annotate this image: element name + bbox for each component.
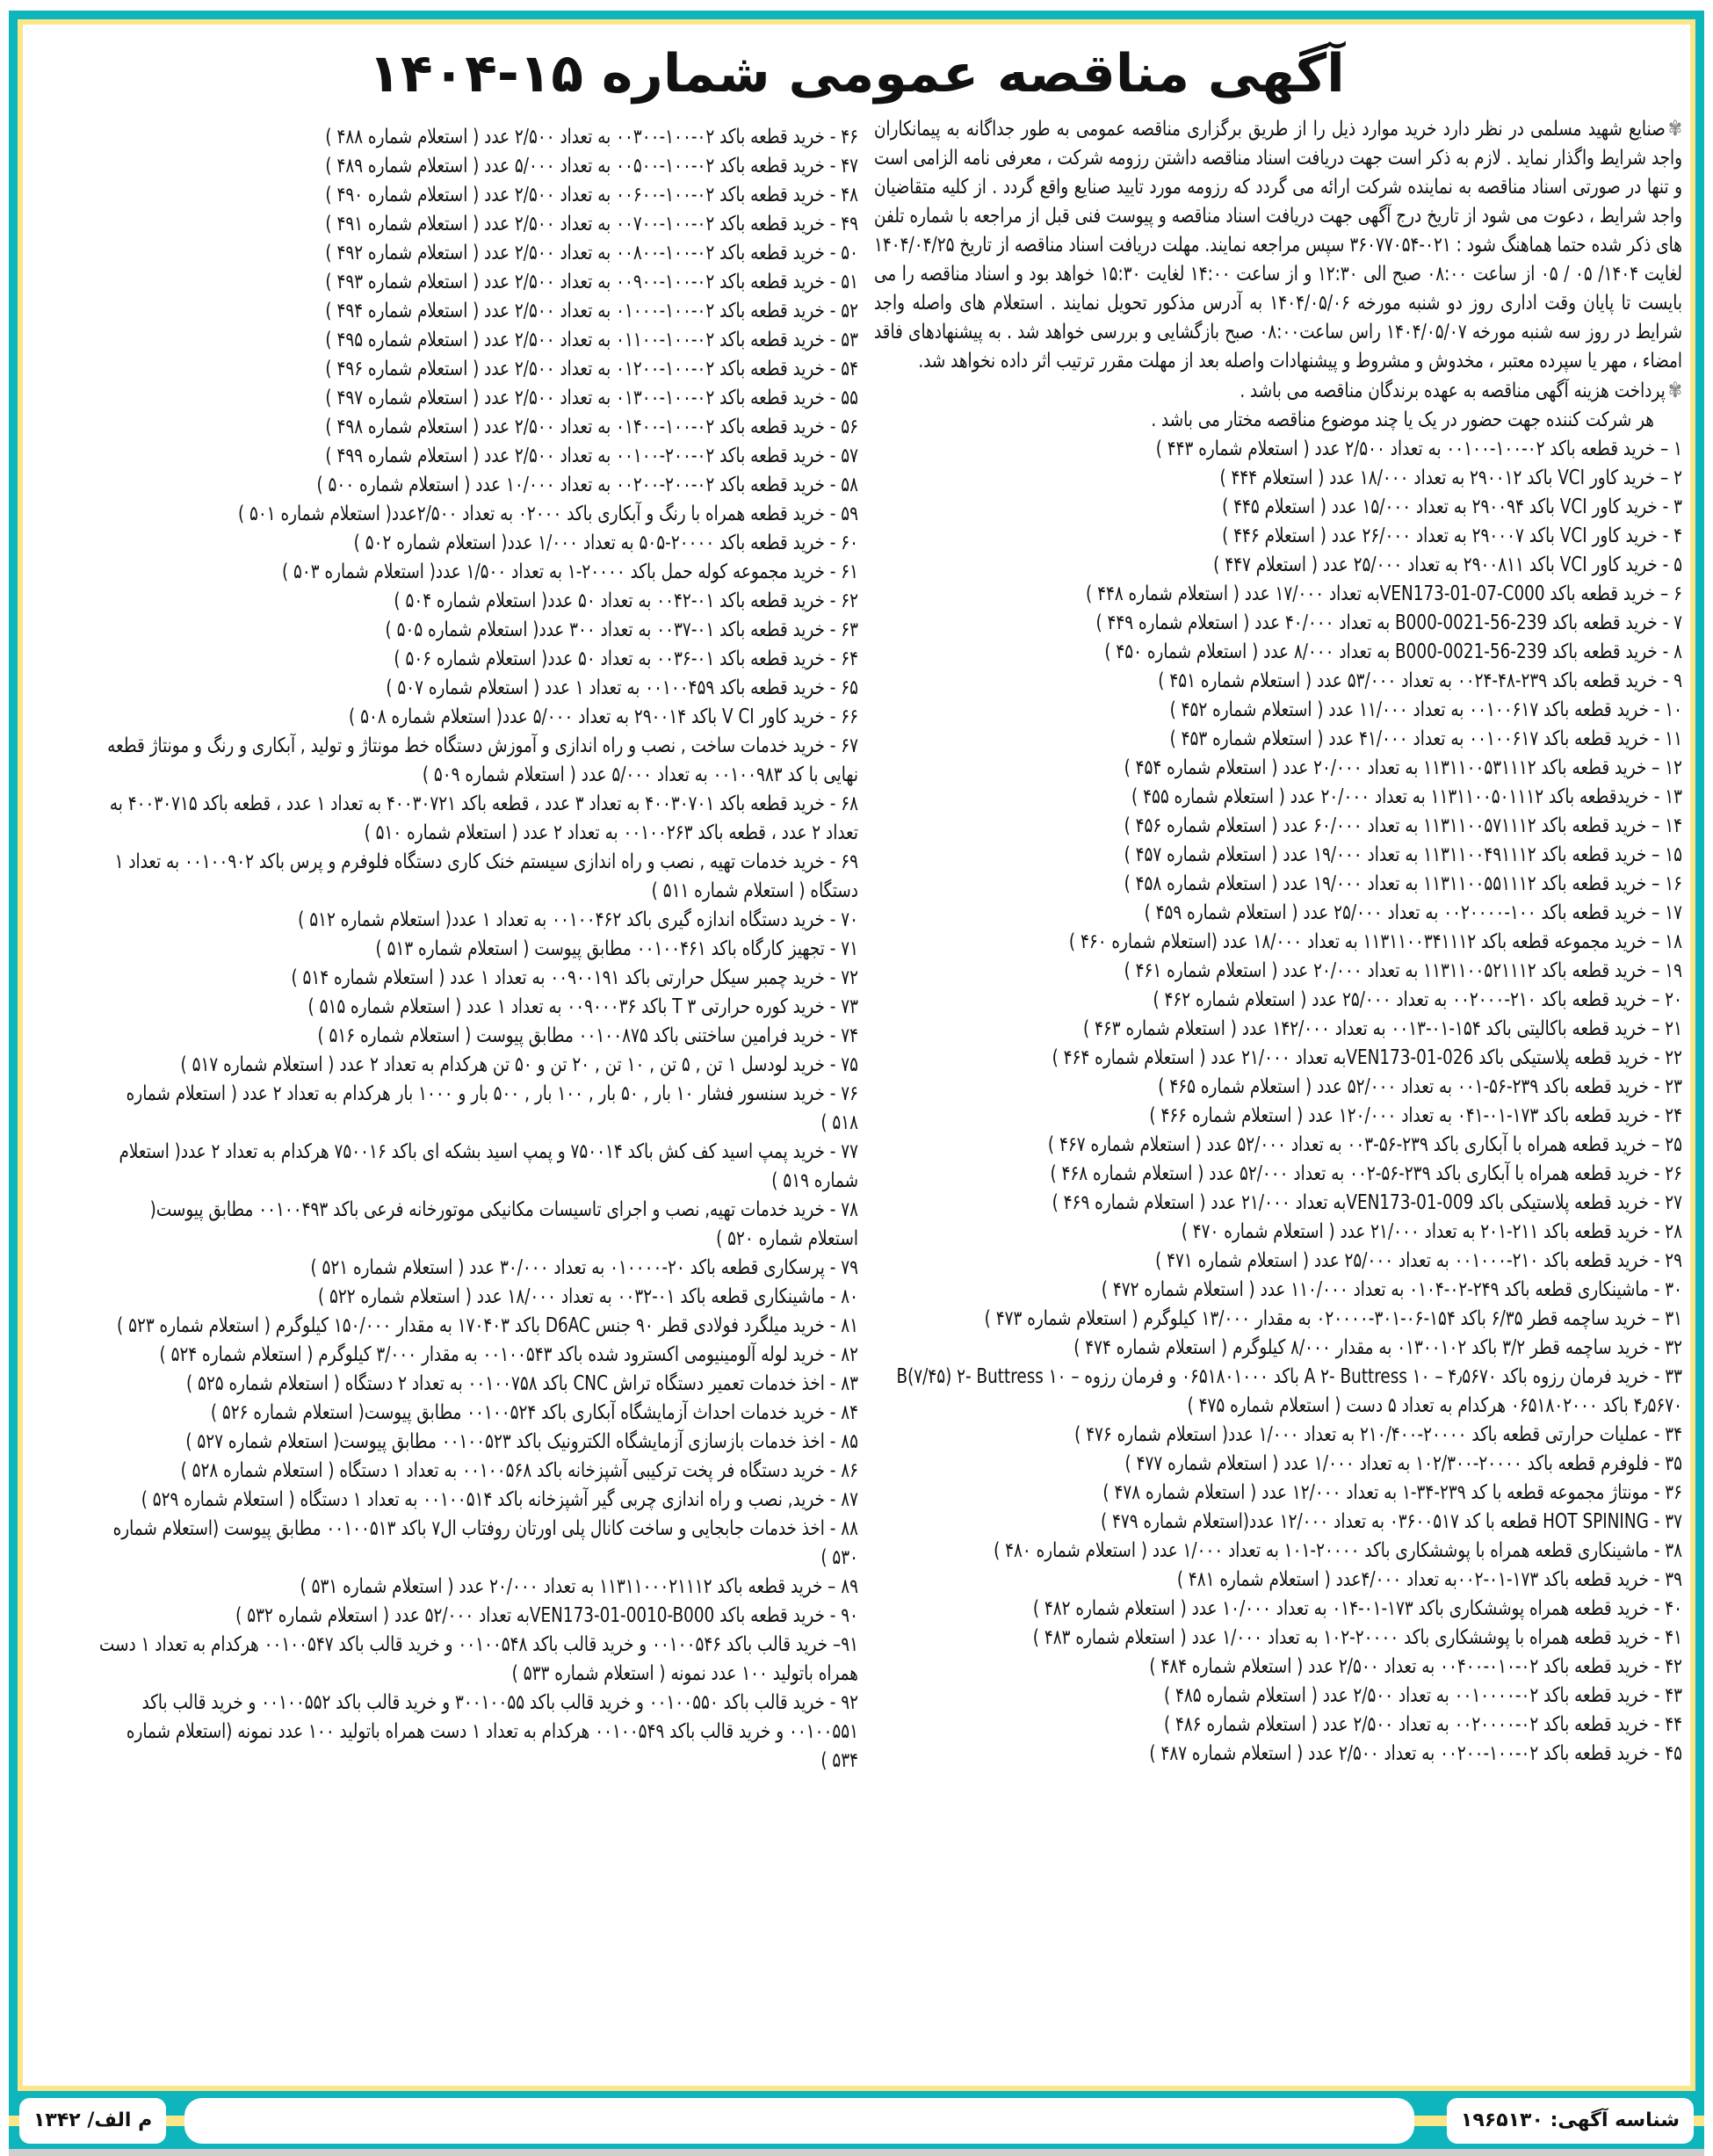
tender-item: ۵۱ - خرید قطعه باکد ۰۲-۱۰۰-۰۰۹۰۰ به تعداد ۲/۵۰۰ عدد ( استعلام شماره ۴۹۳ ) (325, 271, 858, 293)
tender-item: ۶۵ - خرید قطعه باکد ۰۰۱۰۰۴۵۹ به تعداد ۱ عدد ( استعلام شماره ۵۰۷ ) (386, 676, 858, 699)
tender-item: ۲۸ - خرید قطعه باکد ۲۱۱-۲۰۱ به تعداد ۲۱/۰۰۰ عدد ( استعلام شماره ۴۷۰ ) (1181, 1220, 1682, 1243)
tender-item: ۲۹ - خرید قطعه باکد ۲۱۰-۰۰۱۰۰۰ به تعداد ۲۵/۰۰۰ عدد ( استعلام شماره ۴۷۱ ) (1155, 1249, 1682, 1272)
tender-item: ۷۸ - خرید خدمات تهیه, نصب و اجرای تاسیسات مکانیکی موتورخانه فرعی باکد ۰۰۱۰۰۴۹۳ مطابق پیوست( استعلام شماره ۵۲۰ ) (149, 1198, 858, 1250)
tender-item: ۴۷ - خرید قطعه باکد ۰۲-۱۰۰-۰۰۵۰۰ به تعداد ۵/۰۰۰ عدد ( استعلام شماره ۴۸۹ ) (325, 155, 858, 177)
tender-item: ۶۹ - خرید خدمات تهیه , نصب و راه اندازی سیستم خنک کاری دستگاه فلوفرم و پرس باکد ۰۰۱۰۰۹۰۲ به تعداد ۱ دستگاه ( استعلام شماره ۵۱۱ ) (114, 850, 858, 902)
tender-item: ۶۴ - خرید قطعه باکد ۰۱-۰۰۳۶ به تعداد ۵۰ عدد( استعلام شماره ۵۰۶ ) (394, 648, 858, 670)
footer-middle-panel (184, 2098, 1414, 2144)
tender-item: ۳۷ - HOT SPINING قطعه با کد ۰۳۶۰۰۵۱۷ به تعداد ۱۲/۰۰۰ عدد(استعلام شماره ۴۷۹ ) (1100, 1510, 1682, 1533)
tender-item: ۳۹ - خرید قطعه باکد ۱۷۳-۰۱-۰۰۲به تعداد ۴/۰۰۰عدد ( استعلام شماره ۴۸۱ ) (1176, 1568, 1682, 1591)
tender-item: ۵۶ - خرید قطعه باکد ۰۲-۱۰۰-۰۱۴۰۰ به تعداد ۲/۵۰۰ عدد ( استعلام شماره ۴۹۸ ) (325, 416, 858, 438)
tender-item: ۲۵ – خرید قطعه همراه با آبکاری باکد ۲۳۹-۵۶-۰۰۳ به تعداد ۵۲/۰۰۰ عدد ( استعلام شماره ۴۶۷ ) (1047, 1133, 1682, 1156)
intro-text: صنایع شهید مسلمی در نظر دارد خرید موارد ذیل را از طریق برگزاری مناقصه عمومی به طور جداگانه به پیمانکاران واجد شرایط واگذار نماید . لازم به ذکر است جهت دریافت اسناد مناقصه داشتن رزومه شرکت ، معرفی نامه الزامی است و تنها در صورتی اسناد مناقصه به نماینده شرکت ارائه می گردد که رزومه مورد تایید صنایع واقع گردد . از کلیه متقاضیان واجد شرایط ، دعوت می شود از تاریخ درج آگهی جهت دریافت اسناد مناقصه و پیوست فنی قبل از مراجعه با شماره تلفن های ذکر شده حتما هماهنگ شود : ۰۲۱-۳۶۰۷۷۰۵۴ سپس مراجعه نمایند. مهلت دریافت اسناد مناقصه از تاریخ ۱۴۰۴/۰۴/۲۵ لغایت ۱۴۰۴/ ۰۵ / ۰۵ از ساعت ۰۸:۰۰ صبح الی ۱۲:۳۰ و از ساعت ۱۴:۰۰ لغایت ۱۵:۳۰ خواهد بود و اسناد مناقصه را می بایست تا پایان وقت اداری روز دو شنبه مورخه ۱۴۰۴/۰۵/۰۶ به آدرس مذکور تحویل نمایند . استعلام های واصله واجد شرایط در روز سه شنبه مورخه ۱۴۰۴/۰۵/۰۷ راس ساعت۰۸:۰۰ صبح بازگشایی و بررسی خواهد شد . به پیشنهادهای فاقد امضاء ، مهر یا سپرده معتبر ، مخدوش و مشروط و پیشنهادات واصله بعد از مهلت مقرر ترتیب اثر داده نخواهد شد. (874, 118, 1682, 373)
tender-item: ۷۶ - خرید سنسور فشار ۱۰ بار , ۵۰ بار , ۱۰۰ بار , ۵۰۰ بار و ۱۰۰۰ بار هرکدام به تعداد ۲ عدد ( استعلام شماره ۵۱۸ ) (126, 1082, 858, 1134)
payment-note-text: پرداخت هزینه آگهی مناقصه به عهده برندگان مناقصه می باشد . (1240, 380, 1666, 402)
tender-item: ۲۷ - خرید قطعه پلاستیکی باکد VEN173-01-009به تعداد ۲۱/۰۰۰ عدد ( استعلام شماره ۴۶۹ ) (1052, 1191, 1682, 1214)
tender-item: ۸۰ - ماشینکاری قطعه باکد ۰۱-۰۰۳۲ به تعداد ۱۸/۰۰۰ عدد ( استعلام شماره ۵۲۲ ) (317, 1285, 858, 1308)
tender-item: ۳۴ - عملیات حرارتی قطعه باکد ۲۰۰۰۰-۲۱۰/۴۰۰ به تعداد ۱/۰۰۰ عدد( استعلام شماره ۴۷۶ ) (1074, 1423, 1682, 1446)
tender-item: ۹۲ - خرید قالب باکد ۰۰۱۰۰۵۵۰ و خرید قالب باکد ۳۰۰۱۰۰۵۵ و خرید قالب باکد ۰۰۱۰۰۵۵۲ و خرید قالب باکد ۰۰۱۰۰۵۵۱ و خرید قالب باکد ۰۰۱۰۰۵۴۹ هرکدام به تعداد ۱ دست همراه باتولید ۱۰۰ عدد نمونه (استعلام شماره ۵۳۴ ) (126, 1691, 858, 1772)
tender-item: ۸۷ - خرید, نصب و راه اندازی چربی گیر آشپزخانه باکد ۰۰۱۰۰۵۱۴ به تعداد ۱ دستگاه ( استعلام شماره ۵۲۹ ) (141, 1488, 858, 1511)
left-column (98, 123, 858, 2073)
ad-id: شناسه آگهی: ۱۹۶۵۱۳۰ (1447, 2098, 1694, 2144)
tender-item: ۷۲ - خرید چمبر سیکل حرارتی باکد ۰۰۹۰۰۱۹۱ به تعداد ۱ عدد ( استعلام شماره ۵۱۴ ) (291, 966, 858, 989)
payment-note (874, 376, 1682, 406)
tender-item: ۶۳ - خرید قطعه باکد ۰۱-۰۰۳۷ به تعداد ۳۰۰ عدد( استعلام شماره ۵۰۵ ) (385, 619, 858, 641)
tender-item: ۹ - خرید قطعه باکد ۲۳۹-۴۸-۰۰۲۴ به تعداد ۵۳/۰۰۰ عدد ( استعلام شماره ۴۵۱ ) (1158, 669, 1682, 692)
tender-item: ۳۳ - خرید فرمان رزوه باکد A ۲- Buttress ۱۰ – ۴٫۵۶۷۰ باکد ۰۶۵۱۸۰۱۰۰۰ و فرمان رزوه B(۷/۴۵) ۲- Buttress ۱۰ – ۴٫۵۶۷۰ باکد ۰۶۵۱۸۰۲۰۰۰ هرکدام به تعداد ۵ دست ( استعلام شماره ۴۷۵ ) (896, 1365, 1682, 1417)
items-list-left (98, 123, 858, 1776)
tender-item: ۷۵ - خرید لودسل ۱ تن , ۵ تن , ۱۰ تن , ۲۰ تن و ۵۰ تن هرکدام به تعداد ۲ عدد ( استعلام شماره ۵۱۷ ) (180, 1053, 858, 1076)
tender-item: ۲۰ – خرید قطعه باکد ۲۱۰-۰۰۲۰۰۰ به تعداد ۲۵/۰۰۰ عدد ( استعلام شماره ۴۶۲ ) (1153, 988, 1682, 1011)
tender-item: ۶۲ - خرید قطعه باکد ۰۱-۰۰۴۲ به تعداد ۵۰ عدد( استعلام شماره ۵۰۴ ) (394, 590, 858, 612)
page-title: آگهی مناقصه عمومی شماره ۱۵-۱۴۰۴ (368, 43, 1345, 105)
tender-item: ۱۱ - خرید قطعه باکد ۰۰۱۰۰۶۱۷ به تعداد ۴۱/۰۰۰ عدد ( استعلام شماره ۴۵۳ ) (1169, 727, 1682, 750)
tender-item: ۷۷ - خرید پمپ اسید کف کش باکد ۷۵۰۰۱۴ و پمپ اسید بشکه ای باکد ۷۵۰۰۱۶ هرکدام به تعداد ۲ عدد( استعلام شماره ۵۱۹ ) (119, 1140, 858, 1192)
tender-item: ۸۸ - اخذ خدمات جابجایی و ساخت کانال پلی اورتان روفتاب ال۷ باکد ۰۰۱۰۰۵۱۳ مطابق پیوست (استعلام شماره ۵۳۰ ) (112, 1517, 858, 1569)
tender-item: ۱۷ – خرید قطعه باکد ۱۰۰-۰۰۲۰۰۰۰ به تعداد ۲۵/۰۰۰ عدد ( استعلام شماره ۴۵۹ ) (1144, 901, 1682, 924)
tender-item: ۸۴ - خرید خدمات احداث آزمایشگاه آبکاری باکد ۰۰۱۰۰۵۲۴ مطابق پیوست( استعلام شماره ۵۲۶ ) (210, 1401, 858, 1424)
items-list-right (874, 435, 1682, 1769)
tender-item: ۳۲ - خرید ساچمه قطر ۳/۲ باکد ۰۱۳۰۰۱۰۲ به مقدار ۸/۰۰۰ کیلوگرم ( استعلام شماره ۴۷۴ ) (1073, 1336, 1682, 1359)
tender-item: ۳۰ - ماشینکاری قطعه باکد ۲۴۹-۰۲-۰۱۰۴ به تعداد ۱۱۰/۰۰۰ عدد ( استعلام شماره ۴۷۲ ) (1101, 1278, 1682, 1301)
tender-item: ۴۸ - خرید قطعه باکد ۰۲-۱۰۰-۰۰۶۰۰ به تعداد ۲/۵۰۰ عدد ( استعلام شماره ۴۹۰ ) (325, 184, 858, 206)
tender-item: ۹۰ - خرید قطعه باکد VEN173-01-0010-B000به تعداد ۵۲/۰۰۰ عدد ( استعلام شماره ۵۳۲ ) (235, 1604, 858, 1627)
tender-item: ۴۴ - خرید قطعه باکد ۰۲-۰۰۲۰۰۰۰ به تعداد ۲/۵۰۰ عدد ( استعلام شماره ۴۸۶ ) (1163, 1713, 1682, 1736)
tender-item: ۱۸ – خرید مجموعه قطعه باکد ۱۱۳۱۱۰۰۳۴۱۱۱۲ به تعداد ۱۸/۰۰۰ عدد (استعلام شماره ۴۶۰ ) (1068, 930, 1682, 953)
tender-item: ۶ – خرید قطعه باکد VEN173-01-07-C000به تعداد ۱۷/۰۰۰ عدد ( استعلام شماره ۴۴۸ ) (1086, 582, 1682, 605)
tender-item: ۴۶ - خرید قطعه باکد ۰۲-۱۰۰-۰۰۳۰۰ به تعداد ۲/۵۰۰ عدد ( استعلام شماره ۴۸۸ ) (325, 126, 858, 148)
footer-bar (9, 2093, 1704, 2149)
tender-item: ۵ - خرید کاور VCI باکد ۲۹۰۰۸۱۱ به تعداد ۲۵/۰۰۰ عدد ( استعلام ۴۴۷ ) (1213, 553, 1682, 576)
tender-item: ۳۸ - ماشینکاری قطعه همراه با پوششکاری باکد ۲۰۰۰۰-۱۰۱ به تعداد ۱/۰۰۰ عدد ( استعلام شماره ۴۸۰ ) (994, 1539, 1682, 1562)
tender-item: ۲۱ – خرید قطعه باکالیتی باکد ۱۵۴-۰۱-۰۰۱۳ به تعداد ۱۴۲/۰۰۰ عدد ( استعلام شماره ۴۶۳ ) (1082, 1017, 1682, 1040)
tender-item: ۸۶ - خرید دستگاه فر پخت ترکیبی آشپزخانه باکد ۰۰۱۰۰۵۶۸ به تعداد ۱ دستگاه ( استعلام شماره ۵۲۸ ) (180, 1459, 858, 1482)
tender-item: ۱ – خرید قطعه باکد ۰۲-۱۰۰-۰۰۱۰۰ به تعداد ۲/۵۰۰ عدد ( استعلام شماره ۴۴۳ ) (1155, 438, 1682, 460)
tender-item: ۸۱ - خرید میلگرد فولادی قطر ۹۰ جنس D6AC باکد ۱۷۰۴۰۳ به مقدار ۱۵۰/۰۰۰ کیلوگرم ( استعلام شماره ۵۲۳ ) (117, 1314, 858, 1337)
tender-item: ۶۰ - خرید قطعه باکد ۲۰۰۰۰-۵۰۵ به تعداد ۱/۰۰۰ عدد( استعلام شماره ۵۰۲ ) (353, 532, 858, 554)
tender-item: ۸۳ - اخذ خدمات تعمیر دستگاه تراش CNC باکد ۰۰۱۰۰۷۵۸ به تعداد ۲ دستگاه ( استعلام شماره ۵۲۵ ) (185, 1372, 858, 1395)
tender-item: ۶۶ - خرید کاور V CI باکد ۲۹۰۰۱۴ به تعداد ۵/۰۰۰ عدد( استعلام شماره ۵۰۸ ) (349, 705, 858, 728)
choice-note: هر شرکت کننده جهت حضور در یک یا چند موضوع مناقصه مختار می باشد . (1151, 409, 1654, 431)
tender-item: ۴۹ - خرید قطعه باکد ۰۲-۱۰۰-۰۰۷۰۰ به تعداد ۲/۵۰۰ عدد ( استعلام شماره ۴۹۱ ) (325, 213, 858, 235)
tender-item: ۵۲ - خرید قطعه باکد ۰۲-۱۰۰-۰۱۰۰۰ به تعداد ۲/۵۰۰ عدد ( استعلام شماره ۴۹۴ ) (325, 300, 858, 322)
tender-item: ۷۳ - خرید کوره حرارتی T ۳ باکد ۰۰۹۰۰۰۳۶ به تعداد ۱ عدد ( استعلام شماره ۵۱۵ ) (307, 995, 858, 1018)
tender-item: ۷ - خرید قطعه باکد 239-56-0021-B000 به تعداد ۴۰/۰۰۰ عدد ( استعلام شماره ۴۴۹ ) (1095, 611, 1682, 634)
right-column (874, 114, 1682, 2073)
tender-item: ۳۵ - فلوفرم قطعه باکد ۲۰۰۰۰-۱۰۲/۳۰۰ به تعداد ۱/۰۰۰ عدد ( استعلام شماره ۴۷۷ ) (1124, 1452, 1682, 1475)
tender-item: ۴۰ - خرید قطعه همراه پوششکاری باکد ۱۷۳-۰۱-۰۱۴ به تعداد ۱۰/۰۰۰ عدد ( استعلام شماره ۴۸۲ ) (1032, 1597, 1682, 1620)
tender-item: ۸۵ - اخذ خدمات بازسازی آزمایشگاه الکترونیک باکد ۰۰۱۰۰۵۲۳ مطابق پیوست( استعلام شماره ۵۲۷ ) (185, 1430, 858, 1453)
tender-item: ۷۱ - تجهیز کارگاه باکد ۰۰۱۰۰۴۶۱ مطابق پیوست ( استعلام شماره ۵۱۳ ) (375, 937, 858, 960)
tender-item: ۵۸ - خرید قطعه باکد ۰۲-۲۰۰-۰۰۲۰۰ به تعداد ۱۰/۰۰۰ عدد ( استعلام شماره ۵۰۰ ) (316, 474, 858, 496)
tender-item: ۶۱ - خرید مجموعه کوله حمل باکد ۲۰۰۰۰-۱ به تعداد ۱/۵۰۰ عدد( استعلام شماره ۵۰۳ ) (281, 561, 858, 583)
tender-item: ۵۳ - خرید قطعه باکد ۰۲-۱۰۰-۰۱۱۰۰ به تعداد ۲/۵۰۰ عدد ( استعلام شماره ۴۹۵ ) (325, 329, 858, 351)
tender-item: ۵۴ - خرید قطعه باکد ۰۲-۱۰۰-۰۱۲۰۰ به تعداد ۲/۵۰۰ عدد ( استعلام شماره ۴۹۶ ) (325, 358, 858, 380)
ornament-flower-icon: ✾ (1667, 378, 1682, 402)
tender-item: ۸ - خرید قطعه باکد 239-56-0021-B000 به تعداد ۸/۰۰۰ عدد ( استعلام شماره ۴۵۰ ) (1104, 640, 1682, 663)
tender-item: ۱۹ – خرید قطعه باکد ۱۱۳۱۱۰۰۵۲۱۱۱۲ به تعداد ۲۰/۰۰۰ عدد ( استعلام شماره ۴۶۱ ) (1124, 959, 1682, 982)
tender-item: ۸۹ – خرید قطعه باکد ۱۱۳۱۱۰۰۰۲۱۱۱۲ به تعداد ۲۰/۰۰۰ عدد ( استعلام شماره ۵۳۱ ) (300, 1575, 858, 1598)
tender-item: ۲۳ - خرید قطعه باکد ۲۳۹-۵۶-۰۰۱ به تعداد ۵۲/۰۰۰ عدد ( استعلام شماره ۴۶۵ ) (1158, 1075, 1682, 1098)
tender-item: ۲۶ - خرید قطعه همراه با آبکاری باکد ۲۳۹-۵۶-۰۰۲ به تعداد ۵۲/۰۰۰ عدد ( استعلام شماره ۴۶۸ ) (1050, 1162, 1682, 1185)
tender-item: ۱۶ – خرید قطعه باکد ۱۱۳۱۱۰۰۵۵۱۱۱۲ به تعداد ۱۹/۰۰۰ عدد ( استعلام شماره ۴۵۸ ) (1124, 872, 1682, 895)
tender-item: ۶۷ - خرید خدمات ساخت , نصب و راه اندازی و آموزش دستگاه خط مونتاژ و تولید , آبکاری و رنگ و مونتاژ قطعه نهایی با کد ۰۰۱۰۰۹۸۳ به تعداد ۵/۰۰۰ عدد ( استعلام شماره ۵۰۹ ) (107, 734, 858, 786)
tender-item: ۷۴ - خرید فرامین ساختنی باکد ۰۰۱۰۰۸۷۵ مطابق پیوست ( استعلام شماره ۵۱۶ ) (317, 1024, 858, 1047)
ornament-flower-icon: ✾ (1667, 116, 1682, 141)
tender-item: ۲۴ - خرید قطعه باکد ۱۷۳-۰۱-۰۴۱ به تعداد ۱۲۰/۰۰۰ عدد ( استعلام شماره ۴۶۶ ) (1149, 1104, 1682, 1127)
tender-item: ۲۲ - خرید قطعه پلاستیکی باکد VEN173-01-026به تعداد ۲۱/۰۰۰ عدد ( استعلام شماره ۴۶۴ ) (1052, 1046, 1682, 1069)
tender-item: ۲ – خرید کاور VCI باکد ۲۹۰۰۱۲ به تعداد ۱۸/۰۰۰ عدد ( استعلام ۴۴۴ ) (1219, 467, 1682, 489)
tender-item: ۱۲ – خرید قطعه باکد ۱۱۳۱۱۰۰۵۳۱۱۱۲ به تعداد ۲۰/۰۰۰ عدد ( استعلام شماره ۴۵۴ ) (1124, 756, 1682, 779)
right-column-content (874, 114, 1682, 1769)
tender-item: ۴۳ - خرید قطعه باکد ۰۲-۰۰۱۰۰۰۰ به تعداد ۲/۵۰۰ عدد ( استعلام شماره ۴۸۵ ) (1163, 1684, 1682, 1707)
tender-item: ۶۸ - خرید قطعه باکد ۴۰۰۳۰۷۰۱ به تعداد ۳ عدد ، قطعه باکد ۴۰۰۳۰۷۲۱ به تعداد ۱ عدد ، قطعه باکد ۴۰۰۳۰۷۱۵ به تعداد ۲ عدد ، قطعه باکد ۰۰۱۰۰۲۶۳ به تعداد ۲ عدد ( استعلام شماره ۵۱۰ ) (109, 792, 858, 844)
intro-paragraph (874, 114, 1682, 376)
tender-item: ۴ - خرید کاور VCI باکد ۲۹۰۰۰۷ به تعداد ۲۶/۰۰۰ عدد ( استعلام ۴۴۶ ) (1222, 525, 1682, 547)
bottom-border (9, 2149, 1704, 2156)
tender-item: ۱۵ – خرید قطعه باکد ۱۱۳۱۱۰۰۴۹۱۱۱۲ به تعداد ۱۹/۰۰۰ عدد ( استعلام شماره ۴۵۷ ) (1124, 843, 1682, 866)
tender-item: ۵۵ - خرید قطعه باکد ۰۲-۱۰۰-۰۱۳۰۰ به تعداد ۲/۵۰۰ عدد ( استعلام شماره ۴۹۷ ) (325, 387, 858, 409)
tender-item: ۹۱– خرید قالب باکد ۰۰۱۰۰۵۴۶ و خرید قالب باکد ۰۰۱۰۰۵۴۸ و خرید قالب باکد ۰۰۱۰۰۵۴۷ هرکدام به تعداد ۱ دست همراه باتولید ۱۰۰ عدد نمونه ( استعلام شماره ۵۳۳ ) (99, 1633, 858, 1685)
left-column-content (98, 123, 858, 1776)
tender-item: ۷۰ - خرید دستگاه اندازه گیری باکد ۰۰۱۰۰۴۶۲ به تعداد ۱ عدد( استعلام شماره ۵۱۲ ) (298, 908, 858, 931)
tender-item: ۳۱ – خرید ساچمه قطر ۶/۳۵ باکد ۱۵۴-۰۶-۳۰۱-۰۲۰۰۰۰ به مقدار ۱۳/۰۰۰ کیلوگرم ( استعلام شماره ۴۷۳ ) (984, 1307, 1682, 1330)
tender-item: ۵۰ - خرید قطعه باکد ۰۲-۱۰۰-۰۰۸۰۰ به تعداد ۲/۵۰۰ عدد ( استعلام شماره ۴۹۲ ) (325, 242, 858, 264)
ref-code: م الف/ ۱۳۴۲ (19, 2098, 166, 2144)
tender-item: ۱۰ - خرید قطعه باکد ۰۰۱۰۰۶۱۷ به تعداد ۱۱/۰۰۰ عدد ( استعلام شماره ۴۵۲ ) (1169, 698, 1682, 721)
tender-item: ۵۷ - خرید قطعه باکد ۰۲-۲۰۰-۰۰۱۰۰ به تعداد ۲/۵۰۰ عدد ( استعلام شماره ۴۹۹ ) (325, 445, 858, 467)
tender-item: ۳۶ - مونتاژ مجموعه قطعه با کد ۲۳۹-۳۴-۱ به تعداد ۱۲/۰۰۰ عدد ( استعلام شماره ۴۷۸ ) (1102, 1481, 1682, 1504)
tender-item: ۴۲ - خرید قطعه باکد ۰۲-۰۱۰-۰۰۴۰۰ به تعداد ۲/۵۰۰ عدد ( استعلام شماره ۴۸۴ ) (1149, 1655, 1682, 1678)
tender-item: ۴۱ - خرید قطعه همراه با پوششکاری باکد ۲۰۰۰۰-۱۰۲ به تعداد ۱/۰۰۰ عدد ( استعلام شماره ۴۸۳ ) (1032, 1626, 1682, 1649)
tender-item: ۱۴ – خرید قطعه باکد ۱۱۳۱۱۰۰۵۷۱۱۱۲ به تعداد ۶۰/۰۰۰ عدد ( استعلام شماره ۴۵۶ ) (1124, 814, 1682, 837)
tender-item: ۱۳ - خریدقطعه باکد ۱۱۳۱۱۰۰۵۰۱۱۱۲ به تعداد ۲۰/۰۰۰ عدد ( استعلام شماره ۴۵۵ ) (1131, 785, 1682, 808)
tender-item: ۵۹ - خرید قطعه همراه با رنگ و آبکاری باکد ۰۲۰۰۰ به تعداد ۲/۵۰۰عدد( استعلام شماره ۵۰۱ ) (237, 503, 858, 525)
tender-item: ۴۵ - خرید قطعه باکد ۰۲-۱۰۰-۰۰۲۰۰ به تعداد ۲/۵۰۰ عدد ( استعلام شماره ۴۸۷ ) (1149, 1742, 1682, 1765)
tender-item: ۳ - خرید کاور VCI باکد ۲۹۰۰۹۴ به تعداد ۱۵/۰۰۰ عدد ( استعلام ۴۴۵ ) (1222, 496, 1682, 518)
tender-item: ۸۲ - خرید لوله آلومینیومی اکسترود شده باکد ۰۰۱۰۰۵۴۳ به مقدار ۳/۰۰۰ کیلوگرم ( استعلام شماره ۵۲۴ ) (159, 1343, 858, 1366)
tender-item: ۷۹ - پرسکاری قطعه باکد ۲۰-۰۱۰۰۰۰ به تعداد ۳۰/۰۰۰ عدد ( استعلام شماره ۵۲۱ ) (310, 1256, 858, 1279)
